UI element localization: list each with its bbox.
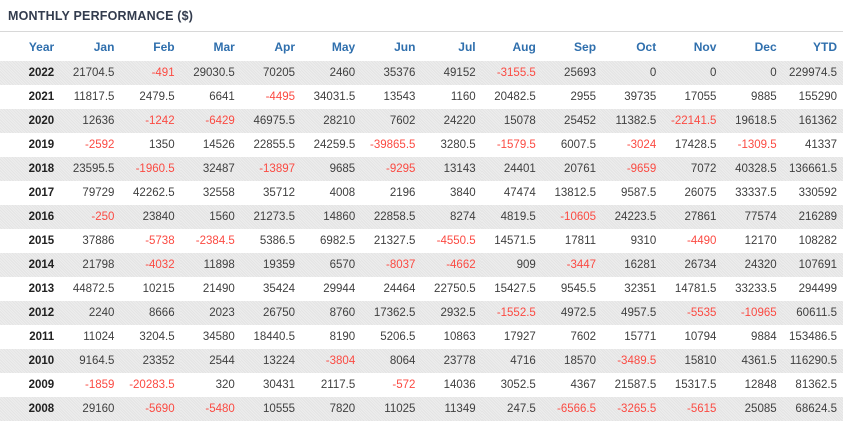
cell-jun: 21327.5 bbox=[373, 235, 416, 247]
cell-apr: 5386.5 bbox=[259, 235, 296, 247]
cell-jan: -1859 bbox=[84, 379, 115, 391]
cell-may: 9685 bbox=[329, 163, 356, 175]
cell-sep: 17811 bbox=[564, 235, 597, 247]
cell-sep: 4367 bbox=[570, 379, 597, 391]
cell-aug: 24401 bbox=[503, 163, 536, 175]
cell-jun: -9295 bbox=[386, 163, 416, 175]
cell-jan: 9164.5 bbox=[79, 355, 115, 367]
panel-title: MONTHLY PERFORMANCE ($) bbox=[8, 9, 194, 23]
cell-year: 2017 bbox=[28, 187, 55, 199]
cell-sep: 18570 bbox=[564, 355, 597, 367]
cell-jul: -4550.5 bbox=[436, 235, 476, 247]
cell-year: 2011 bbox=[29, 331, 55, 343]
cell-mar: 21490 bbox=[202, 283, 235, 295]
cell-aug: 20482.5 bbox=[494, 91, 536, 103]
cell-sep: 25693 bbox=[564, 67, 597, 79]
cell-mar: -6429 bbox=[205, 115, 235, 127]
cell-oct: 4957.5 bbox=[621, 307, 657, 319]
cell-year: 2013 bbox=[28, 283, 55, 295]
cell-may: 6570 bbox=[329, 259, 356, 271]
cell-apr: 70205 bbox=[263, 67, 296, 79]
cell-oct: 11382.5 bbox=[615, 115, 657, 127]
cell-dec: 12848 bbox=[744, 379, 777, 391]
cell-jun: 24464 bbox=[383, 283, 416, 295]
cell-year: 2010 bbox=[28, 355, 55, 367]
cell-nov: -22141.5 bbox=[671, 115, 717, 127]
cell-sep: 9545.5 bbox=[560, 283, 597, 295]
cell-oct: -3265.5 bbox=[617, 403, 657, 415]
cell-oct: 21587.5 bbox=[614, 379, 657, 391]
header-row bbox=[0, 32, 843, 61]
cell-aug: 247.5 bbox=[507, 403, 536, 415]
cell-jul: 3280.5 bbox=[440, 139, 476, 151]
cell-dec: -10965 bbox=[740, 307, 777, 319]
table-row bbox=[0, 253, 843, 277]
cell-jul: -4662 bbox=[446, 259, 476, 271]
cell-dec: 33337.5 bbox=[735, 187, 777, 199]
cell-feb: -1242 bbox=[145, 115, 175, 127]
cell-nov: 14781.5 bbox=[674, 283, 717, 295]
cell-feb: 1350 bbox=[149, 139, 175, 151]
cell-mar: 29030.5 bbox=[193, 67, 235, 79]
cell-jun: 11025 bbox=[384, 403, 416, 415]
cell-jan: 23595.5 bbox=[72, 163, 115, 175]
cell-mar: 32487 bbox=[202, 163, 235, 175]
cell-aug: 14571.5 bbox=[494, 235, 536, 247]
cell-sep: 2955 bbox=[570, 91, 597, 103]
cell-feb: 3204.5 bbox=[139, 331, 175, 343]
cell-feb: 42262.5 bbox=[133, 187, 175, 199]
table-row bbox=[0, 205, 843, 229]
cell-apr: 10555 bbox=[263, 403, 296, 415]
cell-feb: -5738 bbox=[145, 235, 175, 247]
cell-may: 34031.5 bbox=[313, 91, 356, 103]
cell-jan: 44872.5 bbox=[72, 283, 115, 295]
cell-aug: -3155.5 bbox=[496, 67, 536, 79]
cell-feb: 10215 bbox=[142, 283, 175, 295]
cell-oct: -9659 bbox=[626, 163, 657, 175]
cell-dec: 9884 bbox=[751, 331, 777, 343]
cell-dec: 25085 bbox=[744, 403, 777, 415]
cell-nov: 17055 bbox=[684, 91, 717, 103]
cell-aug: -1552.5 bbox=[496, 307, 536, 319]
cell-sep: -10605 bbox=[560, 211, 597, 223]
cell-year: 2016 bbox=[28, 211, 55, 223]
table-row bbox=[0, 325, 843, 349]
cell-jun: -572 bbox=[392, 379, 416, 391]
table-body bbox=[0, 61, 843, 421]
cell-feb: -491 bbox=[151, 67, 175, 79]
cell-feb: 23352 bbox=[142, 355, 175, 367]
cell-nov: 15317.5 bbox=[674, 379, 717, 391]
cell-oct: -3489.5 bbox=[617, 355, 657, 367]
cell-nov: -5535 bbox=[687, 307, 717, 319]
cell-apr: 26750 bbox=[263, 307, 296, 319]
cell-apr: 19359 bbox=[263, 259, 296, 271]
cell-may: 2460 bbox=[329, 67, 356, 79]
cell-year: 2019 bbox=[28, 139, 55, 151]
cell-apr: 46975.5 bbox=[253, 115, 296, 127]
cell-mar: 32558 bbox=[202, 187, 235, 199]
table-row bbox=[0, 397, 843, 421]
cell-jun: 17362.5 bbox=[373, 307, 416, 319]
cell-feb: -1960.5 bbox=[135, 163, 175, 175]
column-header-dec: Dec bbox=[754, 40, 777, 54]
cell-feb: -5690 bbox=[145, 403, 175, 415]
cell-year: 2015 bbox=[28, 235, 55, 247]
cell-year: 2014 bbox=[28, 259, 55, 271]
cell-jun: 5206.5 bbox=[380, 331, 416, 343]
column-header-jul: Jul bbox=[458, 40, 476, 54]
cell-jan: 11817.5 bbox=[73, 91, 115, 103]
cell-jul: 22750.5 bbox=[434, 283, 476, 295]
cell-nov: 17428.5 bbox=[674, 139, 717, 151]
cell-jul: 24220 bbox=[443, 115, 476, 127]
cell-ytd: 294499 bbox=[798, 283, 837, 295]
cell-nov: 26734 bbox=[684, 259, 717, 271]
cell-oct: 9310 bbox=[630, 235, 657, 247]
cell-jan: 37886 bbox=[82, 235, 115, 247]
cell-jan: 21704.5 bbox=[72, 67, 115, 79]
cell-nov: 26075 bbox=[684, 187, 717, 199]
column-header-oct: Oct bbox=[636, 40, 657, 54]
cell-apr: -4495 bbox=[265, 91, 296, 103]
cell-dec: 4361.5 bbox=[741, 355, 777, 367]
cell-jul: 14036 bbox=[443, 379, 476, 391]
cell-jun: -8037 bbox=[386, 259, 416, 271]
cell-aug: 3052.5 bbox=[500, 379, 536, 391]
cell-apr: -13897 bbox=[259, 163, 296, 175]
cell-jul: 2932.5 bbox=[440, 307, 476, 319]
cell-aug: 909 bbox=[516, 259, 536, 271]
cell-ytd: 216289 bbox=[798, 211, 837, 223]
cell-dec: -1309.5 bbox=[737, 139, 777, 151]
cell-year: 2018 bbox=[28, 163, 55, 175]
cell-sep: -6566.5 bbox=[557, 403, 597, 415]
cell-may: 4008 bbox=[329, 187, 356, 199]
cell-mar: 2544 bbox=[209, 355, 235, 367]
column-header-sep: Sep bbox=[574, 40, 597, 54]
cell-aug: 15078 bbox=[503, 115, 536, 127]
cell-dec: 24320 bbox=[744, 259, 777, 271]
column-header-jun: Jun bbox=[394, 40, 416, 54]
cell-apr: 18440.5 bbox=[253, 331, 296, 343]
column-header-ytd: YTD bbox=[813, 40, 837, 54]
cell-mar: 14526 bbox=[202, 139, 235, 151]
cell-sep: 13812.5 bbox=[554, 187, 597, 199]
cell-oct: 16281 bbox=[624, 259, 657, 271]
cell-year: 2022 bbox=[28, 67, 55, 79]
cell-dec: 9885 bbox=[751, 91, 777, 103]
cell-dec: 77574 bbox=[744, 211, 777, 223]
cell-apr: 22855.5 bbox=[253, 139, 296, 151]
cell-jan: 2240 bbox=[88, 307, 115, 319]
table-row bbox=[0, 301, 843, 325]
cell-oct: 39735 bbox=[624, 91, 657, 103]
cell-jun: 2196 bbox=[389, 187, 416, 199]
cell-nov: 15810 bbox=[684, 355, 717, 367]
cell-mar: 1560 bbox=[209, 211, 235, 223]
cell-jan: -250 bbox=[91, 211, 115, 223]
cell-mar: -2384.5 bbox=[195, 235, 235, 247]
panel-header bbox=[0, 0, 843, 32]
cell-feb: 23840 bbox=[142, 211, 175, 223]
column-header-nov: Nov bbox=[693, 40, 717, 54]
cell-sep: 25452 bbox=[564, 115, 597, 127]
cell-year: 2012 bbox=[28, 307, 55, 319]
cell-aug: 15427.5 bbox=[494, 283, 536, 295]
cell-nov: -5615 bbox=[687, 403, 717, 415]
cell-jul: 49152 bbox=[443, 67, 476, 79]
cell-apr: 13224 bbox=[263, 355, 296, 367]
column-header-feb: Feb bbox=[153, 40, 175, 54]
cell-nov: 0 bbox=[710, 67, 717, 79]
cell-ytd: 81362.5 bbox=[795, 379, 837, 391]
cell-aug: 17927 bbox=[503, 331, 536, 343]
column-header-aug: Aug bbox=[512, 40, 536, 54]
cell-apr: 21273.5 bbox=[253, 211, 296, 223]
cell-sep: 7602 bbox=[570, 331, 597, 343]
cell-ytd: 155290 bbox=[798, 91, 837, 103]
cell-may: 2117.5 bbox=[320, 379, 356, 391]
table-row bbox=[0, 157, 843, 181]
cell-mar: 6641 bbox=[209, 91, 235, 103]
table-row bbox=[0, 61, 843, 85]
table-head bbox=[0, 32, 843, 61]
cell-oct: 15771 bbox=[624, 331, 657, 343]
cell-ytd: 108282 bbox=[798, 235, 837, 247]
table-row bbox=[0, 277, 843, 301]
column-header-jan: Jan bbox=[93, 40, 115, 54]
cell-feb: 8666 bbox=[149, 307, 175, 319]
cell-dec: 0 bbox=[770, 67, 777, 79]
cell-mar: -5480 bbox=[205, 403, 235, 415]
table-row bbox=[0, 109, 843, 133]
cell-aug: 4716 bbox=[510, 355, 536, 367]
cell-ytd: 153486.5 bbox=[789, 331, 837, 343]
cell-feb: 2479.5 bbox=[139, 91, 175, 103]
cell-dec: 33233.5 bbox=[735, 283, 777, 295]
table-row bbox=[0, 85, 843, 109]
cell-jul: 3840 bbox=[450, 187, 476, 199]
table-row bbox=[0, 373, 843, 397]
cell-jan: 29160 bbox=[82, 403, 115, 415]
table-row bbox=[0, 181, 843, 205]
cell-ytd: 229974.5 bbox=[789, 67, 837, 79]
cell-may: 7820 bbox=[329, 403, 356, 415]
cell-jan: 11024 bbox=[83, 331, 115, 343]
cell-may: -3804 bbox=[325, 355, 356, 367]
table-row bbox=[0, 229, 843, 253]
cell-apr: 30431 bbox=[263, 379, 296, 391]
cell-ytd: 161362 bbox=[798, 115, 837, 127]
cell-jul: 10863 bbox=[443, 331, 476, 343]
cell-mar: 320 bbox=[215, 379, 235, 391]
cell-mar: 2023 bbox=[209, 307, 235, 319]
cell-may: 6982.5 bbox=[320, 235, 356, 247]
cell-dec: 19618.5 bbox=[735, 115, 777, 127]
cell-may: 29944 bbox=[323, 283, 356, 295]
cell-year: 2020 bbox=[28, 115, 55, 127]
cell-mar: 11898 bbox=[203, 259, 235, 271]
cell-jun: 13543 bbox=[383, 91, 416, 103]
cell-oct: -3024 bbox=[626, 139, 657, 151]
table-row bbox=[0, 349, 843, 373]
cell-sep: 20761 bbox=[564, 163, 597, 175]
cell-ytd: 41337 bbox=[805, 139, 837, 151]
cell-feb: -20283.5 bbox=[129, 379, 175, 391]
performance-table bbox=[0, 32, 843, 421]
cell-oct: 32351 bbox=[624, 283, 657, 295]
cell-jul: 11349 bbox=[444, 403, 476, 415]
cell-sep: -3447 bbox=[566, 259, 597, 271]
cell-jul: 1160 bbox=[450, 91, 476, 103]
cell-dec: 40328.5 bbox=[735, 163, 777, 175]
cell-sep: 4972.5 bbox=[560, 307, 597, 319]
cell-year: 2009 bbox=[28, 379, 55, 391]
cell-sep: 6007.5 bbox=[560, 139, 597, 151]
cell-ytd: 136661.5 bbox=[789, 163, 837, 175]
cell-dec: 12170 bbox=[744, 235, 777, 247]
cell-aug: 4819.5 bbox=[500, 211, 536, 223]
cell-oct: 9587.5 bbox=[621, 187, 657, 199]
cell-jun: 35376 bbox=[383, 67, 416, 79]
cell-jun: 8064 bbox=[389, 355, 416, 367]
cell-ytd: 330592 bbox=[798, 187, 837, 199]
cell-jan: 79729 bbox=[82, 187, 115, 199]
cell-aug: 47474 bbox=[503, 187, 536, 199]
cell-may: 8760 bbox=[329, 307, 356, 319]
cell-apr: 35424 bbox=[263, 283, 296, 295]
cell-jan: 12636 bbox=[82, 115, 115, 127]
cell-ytd: 107691 bbox=[798, 259, 837, 271]
cell-ytd: 68624.5 bbox=[795, 403, 837, 415]
cell-jul: 13143 bbox=[443, 163, 476, 175]
table-row bbox=[0, 133, 843, 157]
cell-jan: -2592 bbox=[84, 139, 115, 151]
cell-ytd: 60611.5 bbox=[796, 307, 837, 319]
cell-may: 24259.5 bbox=[313, 139, 356, 151]
cell-jul: 8274 bbox=[450, 211, 476, 223]
column-header-mar: Mar bbox=[213, 40, 235, 54]
cell-year: 2008 bbox=[28, 403, 55, 415]
column-header-year: Year bbox=[28, 40, 55, 54]
column-header-apr: Apr bbox=[274, 40, 296, 54]
cell-jul: 23778 bbox=[443, 355, 476, 367]
cell-nov: -4490 bbox=[687, 235, 717, 247]
cell-may: 8190 bbox=[329, 331, 356, 343]
cell-jun: 7602 bbox=[389, 115, 416, 127]
cell-mar: 34580 bbox=[202, 331, 235, 343]
cell-may: 28210 bbox=[323, 115, 356, 127]
column-header-may: May bbox=[331, 40, 356, 54]
cell-ytd: 116290.5 bbox=[789, 355, 837, 367]
cell-oct: 0 bbox=[649, 67, 657, 79]
cell-may: 14860 bbox=[323, 211, 356, 223]
cell-apr: 35712 bbox=[263, 187, 296, 199]
cell-nov: 7072 bbox=[690, 163, 717, 175]
cell-aug: -1579.5 bbox=[496, 139, 536, 151]
cell-oct: 24223.5 bbox=[614, 211, 657, 223]
cell-feb: -4032 bbox=[145, 259, 175, 271]
cell-nov: 27861 bbox=[684, 211, 717, 223]
cell-year: 2021 bbox=[28, 91, 55, 103]
cell-jun: -39865.5 bbox=[370, 139, 416, 151]
cell-nov: 10794 bbox=[684, 331, 717, 343]
cell-jan: 21798 bbox=[82, 259, 115, 271]
cell-jun: 22858.5 bbox=[373, 211, 416, 223]
